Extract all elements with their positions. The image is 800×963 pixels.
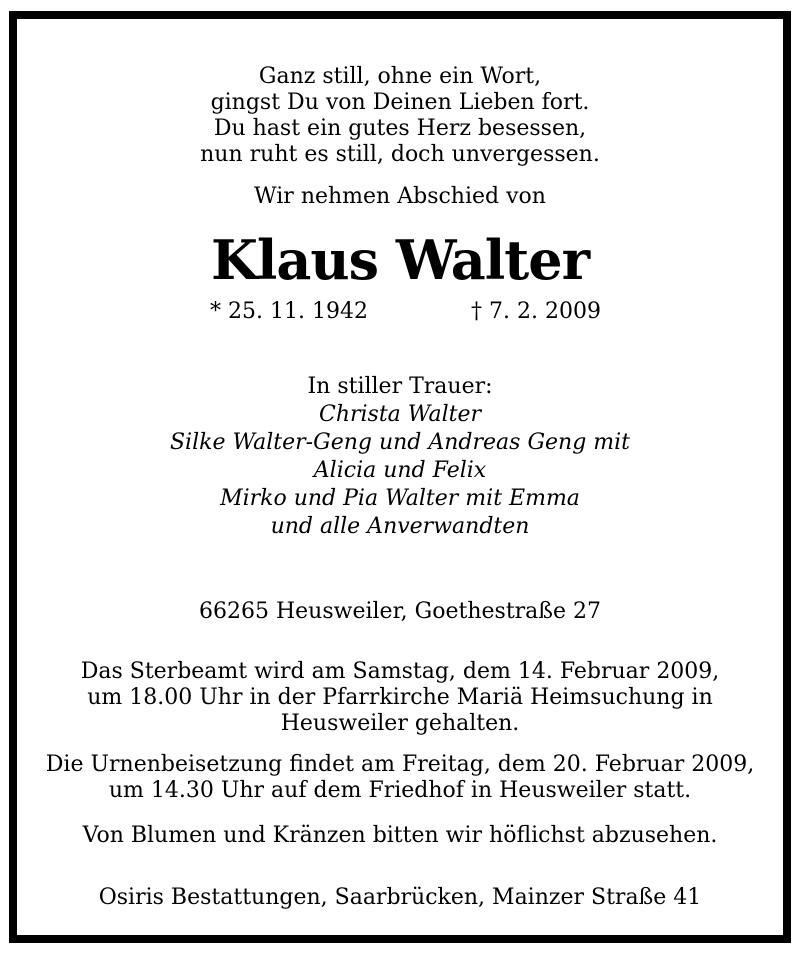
service-line: Heusweiler gehalten. bbox=[280, 711, 520, 736]
birth-date: * 25. 11. 1942 bbox=[210, 299, 368, 324]
burial-line: Die Urnenbeisetzung findet am Freitag, dem 20. Februar 2009, bbox=[45, 752, 755, 777]
obituary-frame bbox=[9, 11, 791, 943]
poem-line: nun ruht es still, doch unvergessen. bbox=[200, 142, 600, 167]
mourner-line: Alicia und Felix bbox=[313, 458, 487, 483]
flowers-notice: Von Blumen und Kränzen bitten wir höflichst abzusehen. bbox=[82, 823, 718, 848]
burial-line: um 14.30 Uhr auf dem Friedhof in Heusweiler statt. bbox=[108, 778, 692, 803]
poem-line: gingst Du von Deinen Lieben fort. bbox=[210, 90, 590, 115]
deceased-name: Klaus Walter bbox=[210, 228, 590, 292]
service-line: Das Sterbeamt wird am Samstag, dem 14. Februar 2009, bbox=[80, 659, 720, 684]
service-line: um 18.00 Uhr in der Pfarrkirche Mariä Heimsuchung in bbox=[87, 685, 713, 710]
mourner-line: Mirko und Pia Walter mit Emma bbox=[220, 486, 580, 511]
burial-notice bbox=[17, 752, 783, 804]
farewell-intro: Wir nehmen Abschied von bbox=[254, 184, 546, 209]
mourner-line: Christa Walter bbox=[318, 402, 482, 427]
mourning-title: In stiller Trauer: bbox=[307, 374, 493, 399]
death-date: † 7. 2. 2009 bbox=[471, 299, 601, 324]
mourners-list bbox=[17, 401, 783, 541]
poem-line: Du hast ein gutes Herz besessen, bbox=[213, 116, 587, 141]
mourner-line: und alle Anverwandten bbox=[270, 514, 530, 539]
service-notice bbox=[17, 659, 783, 737]
family-address: 66265 Heusweiler, Goethestraße 27 bbox=[198, 599, 601, 624]
undertaker-info: Osiris Bestattungen, Saarbrücken, Mainzer Straße 41 bbox=[98, 885, 702, 910]
mourner-line: Silke Walter-Geng und Andreas Geng mit bbox=[169, 430, 631, 455]
poem-line: Ganz still, ohne ein Wort, bbox=[258, 64, 542, 89]
memorial-poem bbox=[17, 64, 783, 168]
